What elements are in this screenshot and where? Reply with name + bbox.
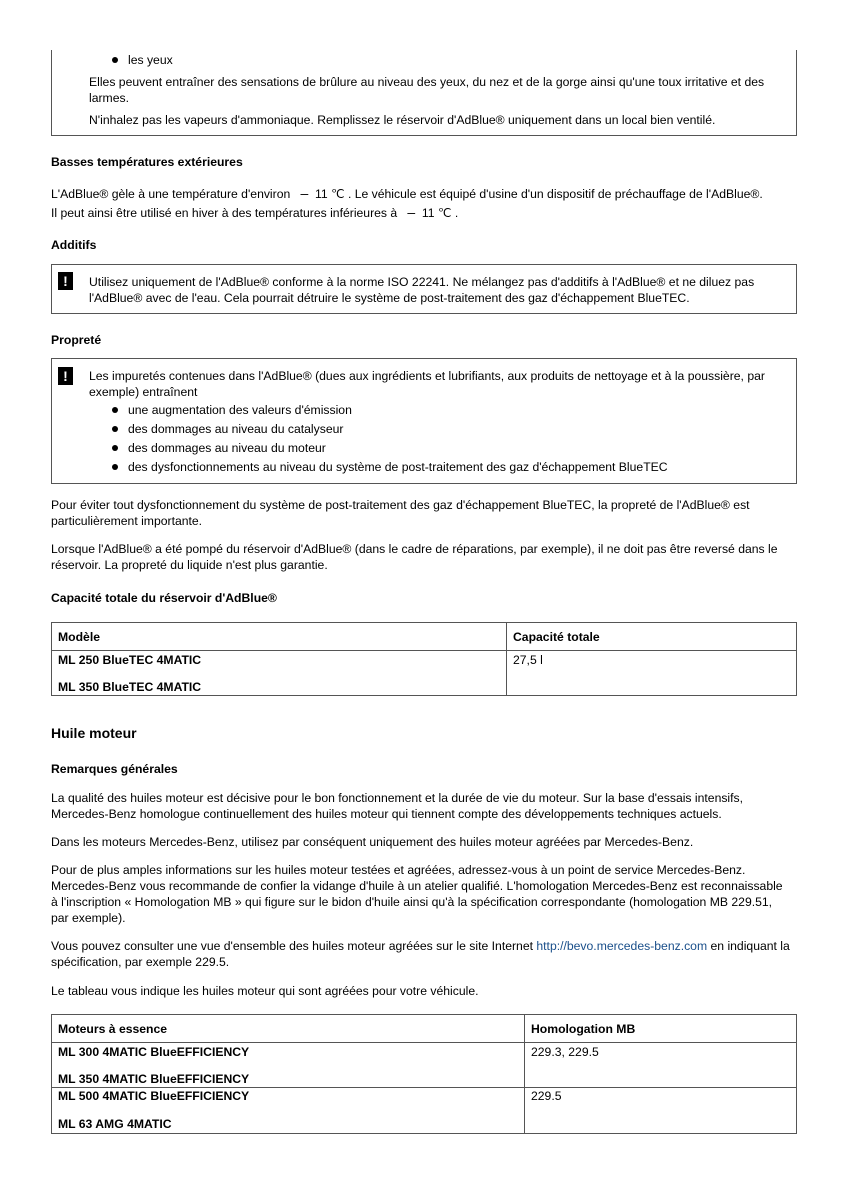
table-row [52, 651, 797, 696]
paragraph [51, 938, 791, 970]
paragraph: Le tableau vous indique les huiles moteur qui sont agréées pour votre véhicule. [51, 984, 479, 998]
paragraph: Dans les moteurs Mercedes-Benz, utilisez par conséquent uniquement des huiles moteur agréées par Mercedes-Benz. [51, 835, 694, 849]
table-header-row [52, 1015, 797, 1043]
temperature-value: 11 [421, 206, 435, 220]
list-item-text: des dysfonctionnements au niveau du système de post-traitement des gaz d'échappement BlueTEC [128, 460, 668, 474]
list-item-text: des dommages au niveau du moteur [128, 441, 326, 455]
section-heading-low-temp: Basses températures extérieures [51, 155, 243, 169]
bullet-icon [112, 57, 118, 63]
celsius-unit: ℃ [437, 206, 452, 220]
text: . Le véhicule est équipé d'usine d'un dispositif de préchauffage de l'AdBlue®. [347, 187, 763, 201]
model-cell [52, 1043, 525, 1088]
list-item [112, 439, 326, 457]
list-item [112, 401, 352, 419]
model-cell [52, 651, 507, 696]
bullet-icon [112, 407, 118, 413]
bevo-link[interactable]: http://bevo.mercedes-benz.com [536, 939, 708, 953]
minus-icon: – [300, 185, 309, 201]
section-heading-proprete: Propreté [51, 333, 102, 347]
low-temp-line-1 [51, 185, 811, 202]
paragraph: La qualité des huiles moteur est décisive pour le bon fonctionnement et la durée de vie du moteur. Sur la base d'essais intensifs, Mercedes-Benz homologue continuellement des huiles moteur qui tiennent compte des développements techniques actuels. [51, 791, 744, 821]
list-item-text: des dommages au niveau du catalyseur [128, 422, 344, 436]
text: Il peut ainsi être utilisé en hiver à des températures inférieures à [51, 206, 398, 220]
low-temp-line-2 [51, 204, 811, 221]
table-header-row [52, 623, 797, 651]
paragraph: N'inhalez pas les vapeurs d'ammoniaque. Remplissez le réservoir d'AdBlue® uniquement dans un local bien ventilé. [89, 113, 716, 127]
paragraph: Elles peuvent entraîner des sensations de brûlure au niveau des yeux, du nez et de la gorge ainsi qu'une toux irritative et des larmes. [89, 75, 765, 105]
list-item [112, 51, 173, 69]
homologation-value: 229.3, 229.5 [525, 1043, 797, 1088]
table-header-cell: Moteurs à essence [52, 1015, 525, 1043]
model-name: ML 350 BlueTEC 4MATIC [58, 680, 202, 694]
warning-text: Utilisez uniquement de l'AdBlue® conforme à la norme ISO 22241. Ne mélangez pas d'additifs à l'AdBlue® et ne diluez pas l'AdBlue® avec de l'eau. Cela pourrait détruire le système de post-traitement des gaz d'échappement BlueTEC. [89, 275, 755, 305]
section-title-oil: Huile moteur [51, 725, 137, 741]
text: . [454, 206, 459, 220]
table-row [52, 1088, 797, 1134]
warning-text: Les impuretés contenues dans l'AdBlue® (dues aux ingrédients et lubrifiants, aux produits de nettoyage et à la poussière, par exemple) entraînent [89, 369, 765, 399]
temperature-value: 11 [315, 187, 328, 201]
warning-icon: ! [58, 272, 73, 290]
warning-icon: ! [58, 367, 73, 385]
bullet-icon [112, 445, 118, 451]
model-name: ML 300 4MATIC BlueEFFICIENCY [58, 1045, 250, 1059]
celsius-unit: ℃ [331, 187, 345, 201]
model-cell [52, 1088, 525, 1134]
paragraph: Lorsque l'AdBlue® a été pompé du réservoir d'AdBlue® (dans le cadre de réparations, par exemple), il ne doit pas être reversé dans le réservoir. La propreté du liquide n'est plus garantie. [51, 542, 778, 572]
bullet-icon [112, 464, 118, 470]
capacity-value: 27,5 l [507, 651, 797, 696]
engine-oil-table [51, 1014, 797, 1134]
section-heading-capacity: Capacité totale du réservoir d'AdBlue® [51, 591, 277, 605]
text: Vous pouvez consulter une vue d'ensemble des huiles moteur agréées sur le site Internet [51, 939, 533, 953]
list-item-text: une augmentation des valeurs d'émission [128, 403, 352, 417]
minus-icon: – [407, 204, 416, 220]
table-header-cell: Homologation MB [525, 1015, 797, 1043]
table-header-cell: Capacité totale [507, 623, 797, 651]
model-name: ML 350 4MATIC BlueEFFICIENCY [58, 1072, 250, 1086]
list-item [112, 458, 668, 476]
homologation-value: 229.5 [525, 1088, 797, 1134]
table-row [52, 1043, 797, 1088]
model-name: ML 500 4MATIC BlueEFFICIENCY [58, 1089, 250, 1103]
model-name: ML 250 BlueTEC 4MATIC [58, 653, 202, 667]
bullet-icon [112, 426, 118, 432]
paragraph: Pour éviter tout dysfonctionnement du système de post-traitement des gaz d'échappement BlueTEC, la propreté de l'AdBlue® est particulièrement importante. [51, 498, 750, 528]
subheading-general: Remarques générales [51, 762, 178, 776]
table-header-cell: Modèle [52, 623, 507, 651]
text: L'AdBlue® gèle à une température d'environ [51, 187, 291, 201]
model-name: ML 63 AMG 4MATIC [58, 1117, 172, 1131]
list-item [112, 420, 343, 438]
section-heading-additifs: Additifs [51, 238, 97, 252]
capacity-table [51, 622, 797, 696]
text: en indiquant la spécification, par exemple 229.5. [51, 939, 790, 969]
list-item-text: les yeux [128, 53, 173, 67]
paragraph: Pour de plus amples informations sur les huiles moteur testées et agréées, adressez-vous à un point de service Mercedes-Benz. Mercedes-Benz vous recommande de confier la vidange d'huile à un atelier qualifié. L'homologation Mercedes-Benz est reconnaissable à l'inscription « Homologation MB » qui figure sur le bidon d'huile ainsi qu'à la spécification correspondante (homologation MB 229.51, par exemple). [51, 863, 783, 925]
